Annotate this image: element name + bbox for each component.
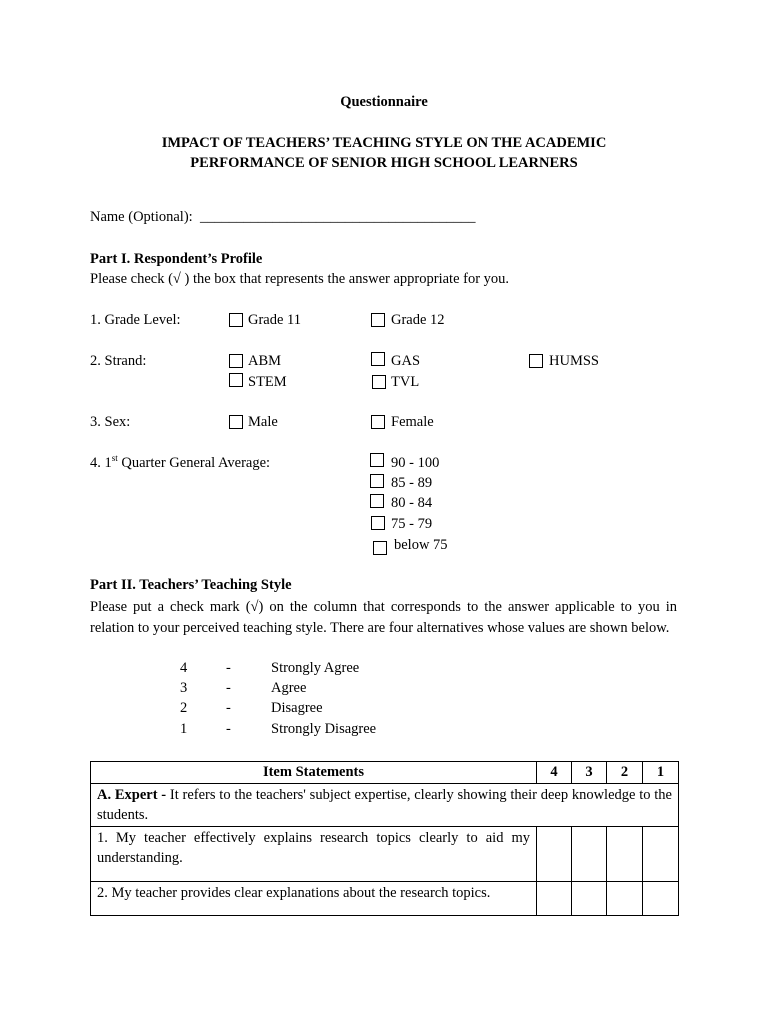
rating-cell-4[interactable] xyxy=(537,827,572,882)
scale-value: 1 xyxy=(180,721,188,737)
score-2-header: 2 xyxy=(607,762,643,784)
title-line-2: PERFORMANCE OF SENIOR HIGH SCHOOL LEARNERS xyxy=(190,155,578,171)
stem-label: STEM xyxy=(248,374,287,390)
scale-dash: - xyxy=(226,700,231,716)
avg-75-79-label: 75 - 79 xyxy=(391,516,433,532)
scale-label: Strongly Agree xyxy=(271,660,360,676)
rating-cell-1[interactable] xyxy=(643,882,679,916)
part2-title: Part II. Teachers’ Teaching Style xyxy=(90,577,292,593)
item-statement: 1. My teacher effectively explains research topics clearly to aid my understanding. xyxy=(91,827,537,882)
female-checkbox[interactable] xyxy=(371,415,385,429)
grade-11-checkbox[interactable] xyxy=(229,313,243,327)
section-description: It refers to the teachers' subject expertise, clearly showing their deep knowledge to the students. xyxy=(97,787,672,823)
table-header-row xyxy=(91,762,679,784)
gas-checkbox[interactable] xyxy=(371,352,385,366)
gas-label: GAS xyxy=(391,353,421,369)
section-title: A. Expert - xyxy=(97,787,170,803)
grade-level-label: 1. Grade Level: xyxy=(90,312,181,328)
scale-value: 4 xyxy=(180,660,188,676)
general-average-label: 4. 1st Quarter General Average: xyxy=(90,453,271,471)
grade-12-checkbox[interactable] xyxy=(371,313,385,327)
avg-80-84-checkbox[interactable] xyxy=(370,494,384,508)
scale-value: 3 xyxy=(180,680,188,696)
teaching-style-table xyxy=(90,761,679,916)
item-statement: 2. My teacher provides clear explanations about the research topics. xyxy=(91,882,537,916)
rating-cell-2[interactable] xyxy=(607,827,643,882)
scale-label: Agree xyxy=(271,680,307,696)
scale-dash: - xyxy=(226,660,231,676)
abm-label: ABM xyxy=(248,353,282,369)
scale-dash: - xyxy=(226,721,231,737)
avg-75-79-checkbox[interactable] xyxy=(371,516,385,530)
part1-instruction: Please check (√ ) the box that represents the answer appropriate for you. xyxy=(90,271,510,287)
strand-label: 2. Strand: xyxy=(90,353,147,369)
part1-title: Part I. Respondent’s Profile xyxy=(90,251,263,267)
scale-value: 2 xyxy=(180,700,188,716)
part2-instruction: Please put a check mark (√) on the column that corresponds to the answer applicable to you in relation to your perceived teaching style. There are four alternatives whose values are shown below. xyxy=(90,599,677,636)
humss-checkbox[interactable] xyxy=(529,354,543,368)
name-label: Name (Optional): xyxy=(90,209,193,225)
rating-cell-3[interactable] xyxy=(572,882,607,916)
avg-90-100-checkbox[interactable] xyxy=(370,453,384,467)
tvl-checkbox[interactable] xyxy=(372,375,386,389)
humss-label: HUMSS xyxy=(549,353,599,369)
table-row xyxy=(91,882,679,916)
avg-90-100-label: 90 - 100 xyxy=(391,455,440,471)
table-row xyxy=(91,827,679,882)
rating-cell-4[interactable] xyxy=(537,882,572,916)
title-line-1: IMPACT OF TEACHERS’ TEACHING STYLE ON THE ACADEMIC xyxy=(161,135,607,151)
questionnaire-heading: Questionnaire xyxy=(340,94,428,110)
grade-12-label: Grade 12 xyxy=(391,312,445,328)
female-label: Female xyxy=(391,414,434,430)
sex-label: 3. Sex: xyxy=(90,414,131,430)
rating-cell-2[interactable] xyxy=(607,882,643,916)
item-statements-header: Item Statements xyxy=(91,762,537,784)
avg-85-89-checkbox[interactable] xyxy=(370,474,384,488)
stem-checkbox[interactable] xyxy=(229,373,243,387)
avg-below-75-label: below 75 xyxy=(394,537,448,553)
scale-label: Strongly Disagree xyxy=(271,721,377,737)
avg-85-89-label: 85 - 89 xyxy=(391,475,433,491)
scale-dash: - xyxy=(226,680,231,696)
score-4-header: 4 xyxy=(537,762,572,784)
male-label: Male xyxy=(248,414,278,430)
name-blank-field[interactable]: ______________________________________ xyxy=(200,209,476,225)
scale-label: Disagree xyxy=(271,700,323,716)
abm-checkbox[interactable] xyxy=(229,354,243,368)
section-expert-cell xyxy=(91,784,679,827)
grade-11-label: Grade 11 xyxy=(248,312,302,328)
score-3-header: 3 xyxy=(572,762,607,784)
tvl-label: TVL xyxy=(391,374,420,390)
section-row xyxy=(91,784,679,827)
avg-below-75-checkbox[interactable] xyxy=(373,541,387,555)
avg-80-84-label: 80 - 84 xyxy=(391,495,433,511)
rating-cell-1[interactable] xyxy=(643,827,679,882)
rating-cell-3[interactable] xyxy=(572,827,607,882)
score-1-header: 1 xyxy=(643,762,679,784)
male-checkbox[interactable] xyxy=(229,415,243,429)
